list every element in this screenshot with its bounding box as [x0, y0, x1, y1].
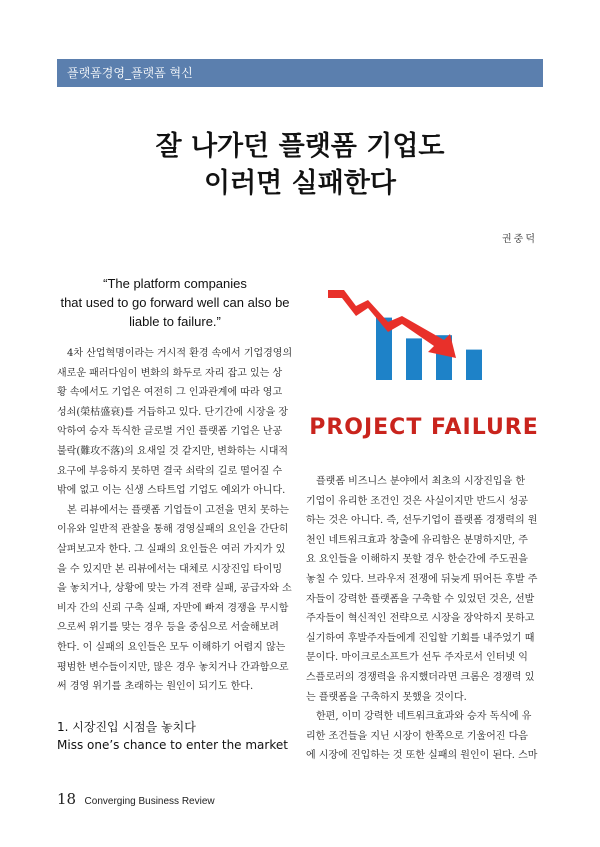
quote-line: that used to go forward well can also be: [60, 295, 290, 310]
pull-quote: [57, 274, 293, 331]
figure-bar: [466, 350, 482, 380]
heading-english: Miss one’s chance to enter the market: [57, 738, 288, 752]
title-line: 잘 나가던 플랫폼 기업도: [155, 131, 445, 162]
page-footer: [57, 790, 215, 809]
article-title: [57, 128, 543, 202]
author-name: 권중덕: [502, 234, 537, 245]
paragraph: 본 리뷰에서는 플랫폼 기업들이 고전을 면치 못하는 이유와 일반적 관찰을 통해 경영실패의 요인을 간단히 살펴보고자 한다. 그 실패의 요인들은 여러 가지가 있 을 수 있지만 본 리뷰에서는 대체로 시장진입 타이밍 을 놓치거나, 상황에 맞는 가격 전략 실패, 공급자와 소 비자 간의 신뢰 구축 실패, 자만에 빠져 경쟁을 무시함 으로써 위기를 맞는 경우 등을 중심으로 서술해보려 한다. 이 실패의 요인들은 모두 이해하기 어렵지 않는 평범한 변수들이지만, 많은 경우 놓치거나 간과함으로 써 경영 위기를 초래하는 원인이 되기도 한다.: [57, 504, 292, 693]
title-line: 이러면 실패한다: [204, 168, 396, 199]
paragraph: 플랫폼 비즈니스 분야에서 최초의 시장진입을 한 기업이 유리한 조건인 것은 사실이지만 반드시 성공 하는 것은 아니다. 즉, 선두기업이 플랫폼 경쟁력의 원 천인 네트워크효과 창출에 유리함은 분명하지만, 주 요 요인들을 이해하지 못할 경우 한순간에 주도권을 놓칠 수 있다. 브라우저 전쟁에 뒤늦게 뛰어든 후발 주 자들이 강력한 플랫폼을 구축할 수 있었던 것은, 선발 주자들이 혁신적인 전략으로 시장을 장악하지 못하고 실기하여 후발주자들에게 진입할 기회를 내주었기 때 문이다. 마이크로소프트가 선두 주자로서 인터넷 익 스플로러의 경쟁력을 유지했더라면 크롬은 경쟁력 있 는 플랫폼을 구축하지 못했을 것이다.: [306, 476, 538, 703]
left-column: [57, 344, 293, 697]
quote-line: liable to failure.”: [129, 314, 221, 329]
paragraph: 한편, 이미 강력한 네트워크효과와 승자 독식에 유 리한 조건들을 지닌 시장이 한쪽으로 기울어진 다음 에 시장에 진입하는 것 또한 실패의 원인이 된다. 스마: [306, 711, 538, 762]
figure-caption: PROJECT FAILURE: [309, 415, 539, 440]
heading-korean: 1. 시장진입 시점을 놓치다: [57, 720, 196, 734]
page-number: 18: [57, 790, 77, 808]
project-failure-figure: [306, 272, 542, 458]
quote-line: “The platform companies: [103, 276, 247, 291]
failure-illustration: [306, 272, 542, 458]
figure-bar: [406, 338, 422, 380]
section-label: 플랫폼경영_플랫폼 혁신: [57, 59, 543, 87]
paragraph: 4차 산업혁명이라는 거시적 환경 속에서 기업경영의 새로운 패러다임이 변화의 화두로 자리 잡고 있는 상 황 속에서도 기업은 여전히 그 인과관계에 따라 영고 성쇠(榮枯盛衰)를 거듭하고 있다. 단기간에 시장을 장 악하여 승자 독식한 글로벌 거인 플랫폼 기업은 난공 불락(難攻不落)의 요새일 것 같지만, 변화하는 시대적 요구에 부응하지 못하면 결국 쇠락의 길로 떨어질 수 밖에 없고 이는 신생 스타트업 기업도 예외가 아니다.: [57, 348, 293, 497]
publication-name: Converging Business Review: [84, 796, 215, 807]
section-heading: [57, 718, 293, 754]
right-column: [306, 472, 542, 766]
